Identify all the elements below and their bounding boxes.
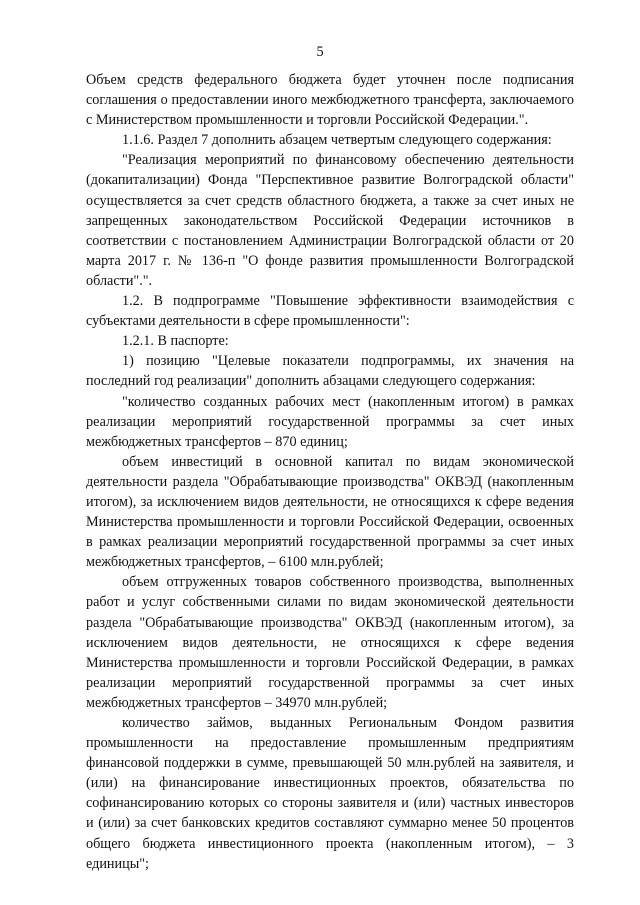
paragraph-1-1-6: 1.1.6. Раздел 7 дополнить абзацем четвертым следующего содержания: [122,132,552,149]
paragraph-shipped-goods-indicator: объем отгруженных товаров собственного производства, выполненных работ и услуг собственными силами по видам экономической деятельности раздела "Обрабатывающие производства" ОКВЭД (накопленным итогом), за исключением видов деятельности, не относящихся к сфере ведения Министерства промышленности и торговли Российской Федерации, в рамках реализации мероприятий государственной программы за счет иных межбюджетных трансфертов – 34970 млн.рублей; [86,574,574,711]
paragraph-1-2: 1.2. В подпрограмме "Повышение эффективности взаимодействия с субъектами деятельности в сфере промышленности": [86,293,574,330]
paragraph-loans-indicator: количество займов, выданных Региональным Фондом развития промышленности на предоставление промышленным предприятиям финансовой поддержки в сумме, превышающей 50 млн.рублей на заявителя, и (или) на финансирование инвестиционных проектов, обязательства по софинансированию которых со стороны заявителя и (или) частных инвесторов и (или) за счет банковских кредитов составляют суммарно менее 50 процентов общего бюджета инвестиционного проекта (накопленным итогом), – 3 единицы"; [86,715,574,872]
page-number: 5 [316,44,324,60]
paragraph-1-2-1: 1.2.1. В паспорте: [122,333,229,350]
paragraph-investment-indicator: объем инвестиций в основной капитал по видам экономической деятельности раздела "Обрабатывающие производства" ОКВЭД (накопленным итогом), за исключением видов деятельности, не относящихся к сфере ведения Министерства промышленности и торговли Российской Федерации, освоенных в рамках реализации мероприятий государственной программы за счет иных межбюджетных трансфертов, – 6100 млн.рублей; [86,453,574,571]
paragraph-fund-quote: "Реализация мероприятий по финансовому обеспечению деятельности (докапитализации) Фонда "Перспективное развитие Волгоградской области" осуществляется за счет средств областного бюджета, а также за счет иных не запрещенных законодательством Российской Федерации источников в соответствии с постановлением Администрации Волгоградской области от 20 марта 2017 г. № 136-п "О фонде развития промышленности Волгоградской области".". [86,152,574,289]
paragraph-jobs-indicator: "количество созданных рабочих мест (накопленным итогом) в рамках реализации мероприятий государственной программы за счет иных межбюджетных трансфертов – 870 единиц; [86,393,574,450]
document-body [86,70,574,874]
paragraph-item-1: 1) позицию "Целевые показатели подпрограммы, их значения на последний год реализации" дополнить абзацами следующего содержания: [86,353,574,390]
paragraph-budget-note: Объем средств федерального бюджета будет уточнен после подписания соглашения о предоставлении иного межбюджетного трансферта, заключаемого с Министерством промышленности и торговли Российской Федерации.". [86,72,574,129]
